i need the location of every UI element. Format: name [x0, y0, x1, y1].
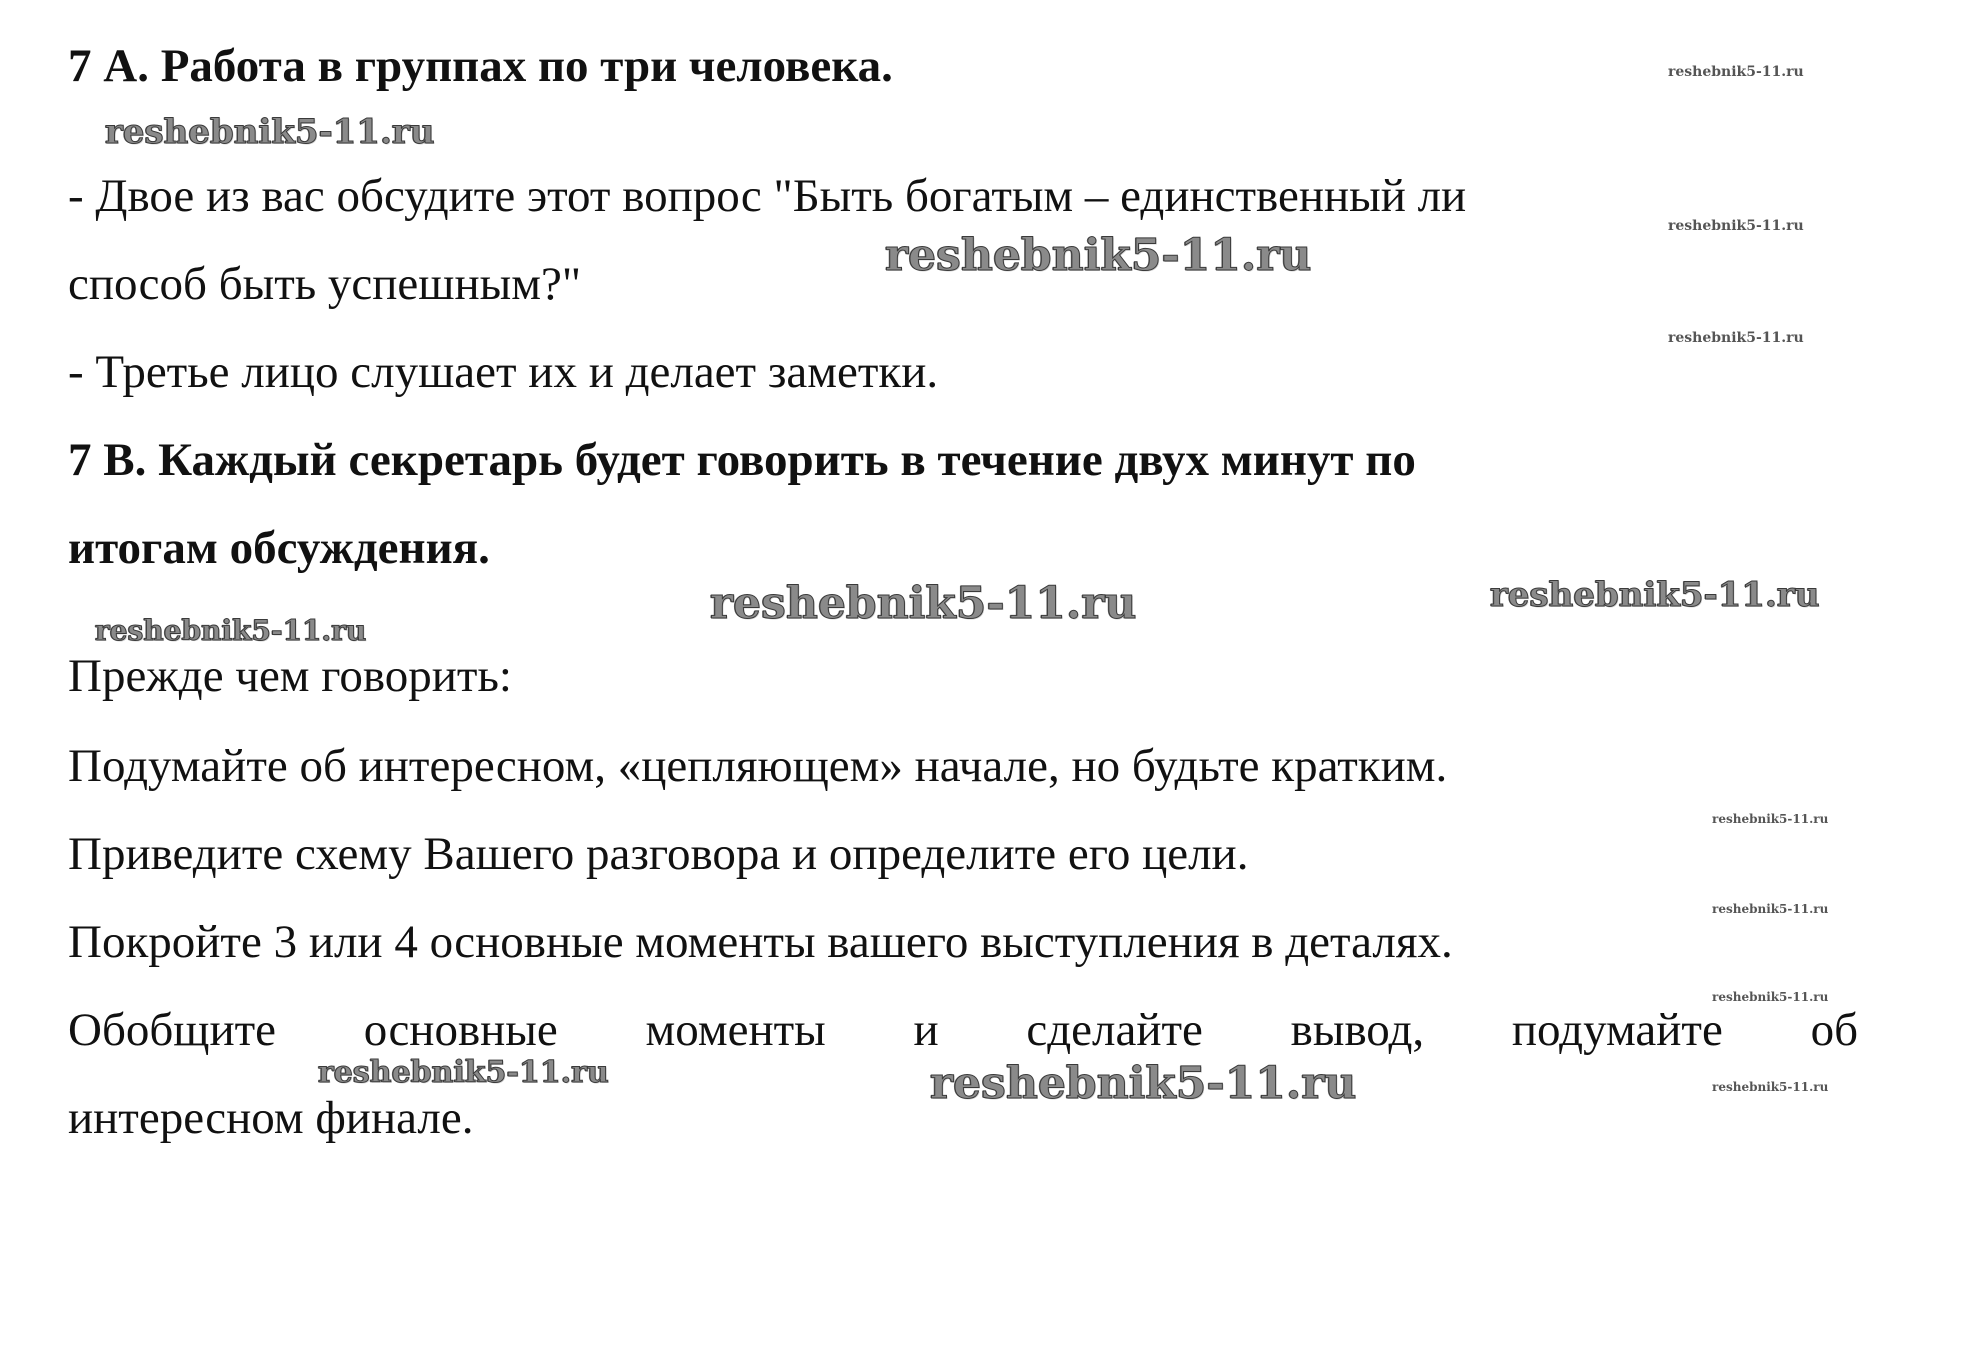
- watermark: reshebnik5-11.ru: [1712, 990, 1829, 1004]
- watermark: reshebnik5-11.ru: [1668, 330, 1804, 346]
- watermark: reshebnik5-11.ru: [1668, 64, 1804, 80]
- heading-7b-line-2: итогам обсуждения.: [68, 522, 490, 574]
- tip-2: Приведите схему Вашего разговора и определите его цели.: [68, 828, 1249, 880]
- paragraph-1-line-1: - Двое из вас обсудите этот вопрос "Быть богатым – единственный ли: [68, 170, 1467, 222]
- watermark: reshebnik5-11.ru: [1712, 902, 1829, 916]
- watermark: reshebnik5-11.ru: [95, 614, 367, 647]
- watermark: reshebnik5-11.ru: [1712, 1080, 1829, 1094]
- watermark: reshebnik5-11.ru: [1490, 575, 1820, 615]
- watermark: reshebnik5-11.ru: [318, 1055, 609, 1090]
- paragraph-2: - Третье лицо слушает их и делает заметки.: [68, 346, 939, 398]
- watermark: reshebnik5-11.ru: [105, 112, 435, 152]
- watermark: reshebnik5-11.ru: [930, 1058, 1357, 1109]
- tip-3: Покройте 3 или 4 основные моменты вашего выступления в деталях.: [68, 916, 1453, 968]
- before-speaking-label: Прежде чем говорить:: [68, 650, 512, 702]
- watermark: reshebnik5-11.ru: [1668, 218, 1804, 234]
- paragraph-1-line-2: способ быть успешным?": [68, 258, 582, 310]
- tip-1: Подумайте об интересном, «цепляющем» начале, но будьте кратким.: [68, 740, 1448, 792]
- watermark: reshebnik5-11.ru: [1712, 812, 1829, 826]
- tip-4-line-1: Обобщите основные моменты и сделайте вывод, подумайте об: [68, 1004, 1858, 1056]
- tip-4-line-2: интересном финале.: [68, 1092, 474, 1144]
- watermark: reshebnik5-11.ru: [710, 578, 1137, 629]
- heading-7b-line-1: 7 В. Каждый секретарь будет говорить в течение двух минут по: [68, 434, 1416, 486]
- heading-7a: 7 А. Работа в группах по три человека.: [68, 40, 893, 92]
- watermark: reshebnik5-11.ru: [885, 230, 1312, 281]
